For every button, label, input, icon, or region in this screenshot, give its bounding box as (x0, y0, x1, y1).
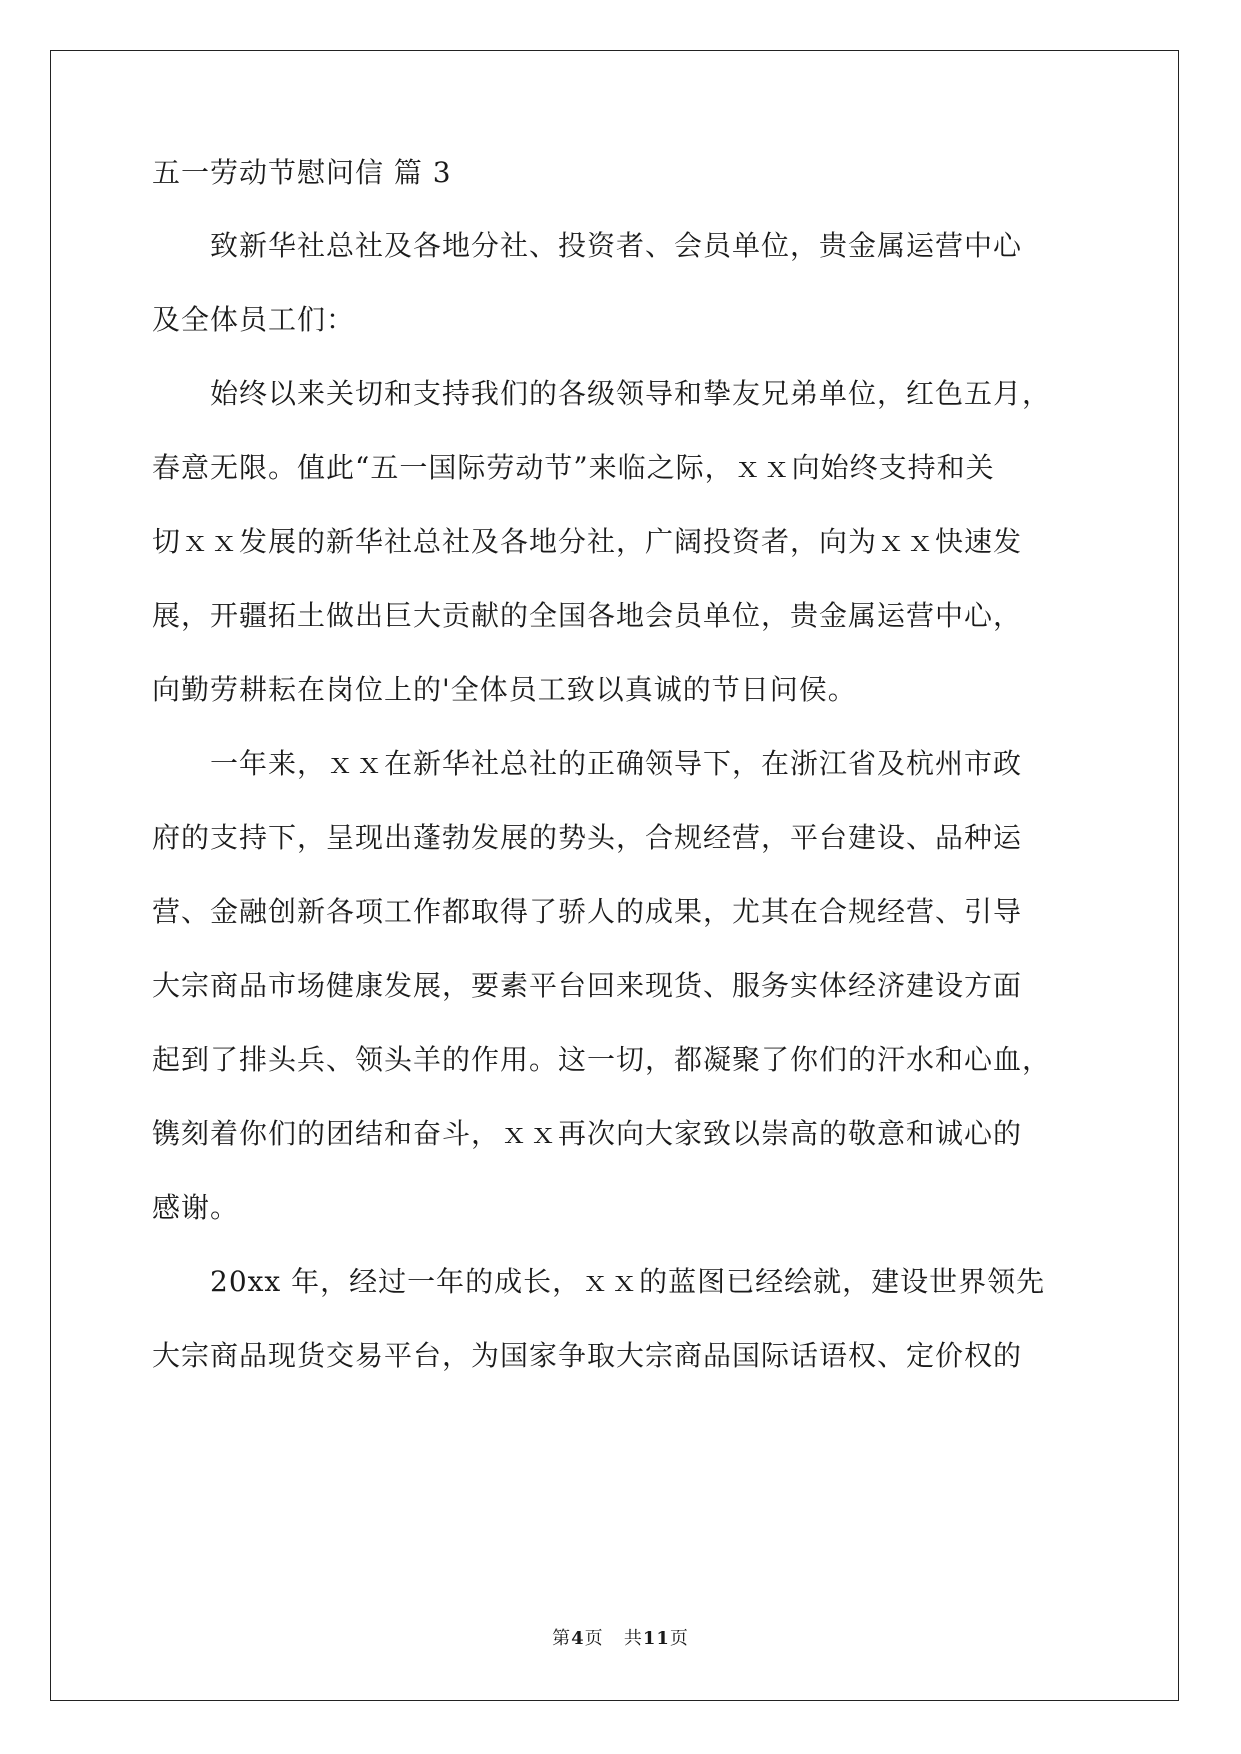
paragraph-line: 始终以来关切和支持我们的各级领导和挚友兄弟单位，红色五月， (210, 377, 1052, 410)
paragraph-line: 向勤劳耕耘在岗位上的'全体员工致以真诚的节日问侯。 (152, 673, 857, 706)
footer-page-number: 4 (571, 1628, 585, 1649)
footer-total-suffix: 页 (669, 1628, 689, 1649)
paragraph-line: 致新华社总社及各地分社、投资者、会员单位，贵金属运营中心 (210, 229, 1023, 262)
paragraph-line: 一年来，ｘｘ在新华社总社的正确领导下，在浙江省及杭州市政 (210, 747, 1023, 780)
footer-total-prefix: 共 (623, 1628, 643, 1649)
footer-page-suffix: 页 (584, 1628, 604, 1649)
paragraph-line: 春意无限。值此“五一国际劳动节”来临之际，ｘｘ向始终支持和关 (152, 451, 995, 484)
footer-total-pages: 11 (642, 1628, 670, 1649)
paragraph-line: 及全体员工们： (152, 303, 356, 336)
paragraph-line: 大宗商品市场健康发展，要素平台回来现货、服务实体经济建设方面 (152, 969, 1023, 1002)
paragraph-line: 营、金融创新各项工作都取得了骄人的成果，尤其在合规经营、引导 (152, 895, 1023, 928)
footer-prefix: 第 (552, 1628, 572, 1649)
page-border (50, 50, 1179, 1701)
paragraph-line: 感谢。 (152, 1191, 240, 1224)
paragraph-line: 起到了排头兵、领头羊的作用。这一切，都凝聚了你们的汗水和心血， (152, 1043, 1052, 1076)
paragraph-line: 大宗商品现货交易平台，为国家争取大宗商品国际话语权、定价权的 (152, 1339, 1023, 1372)
paragraph-line: 府的支持下，呈现出蓬勃发展的势头，合规经营，平台建设、品种运 (152, 821, 1023, 854)
paragraph-line: 展，开疆拓土做出巨大贡献的全国各地会员单位，贵金属运营中心， (152, 599, 1023, 632)
document-title: 五一劳动节慰问信 篇 3 (152, 156, 452, 189)
paragraph-line: 20xx 年，经过一年的成长，ｘｘ的蓝图已经绘就，建设世界领先 (210, 1265, 1046, 1298)
page-footer (0, 1627, 1241, 1651)
paragraph-line: 镌刻着你们的团结和奋斗，ｘｘ再次向大家致以崇高的敬意和诚心的 (152, 1117, 1023, 1150)
paragraph-line: 切ｘｘ发展的新华社总社及各地分社，广阔投资者，向为ｘｘ快速发 (152, 525, 1023, 558)
